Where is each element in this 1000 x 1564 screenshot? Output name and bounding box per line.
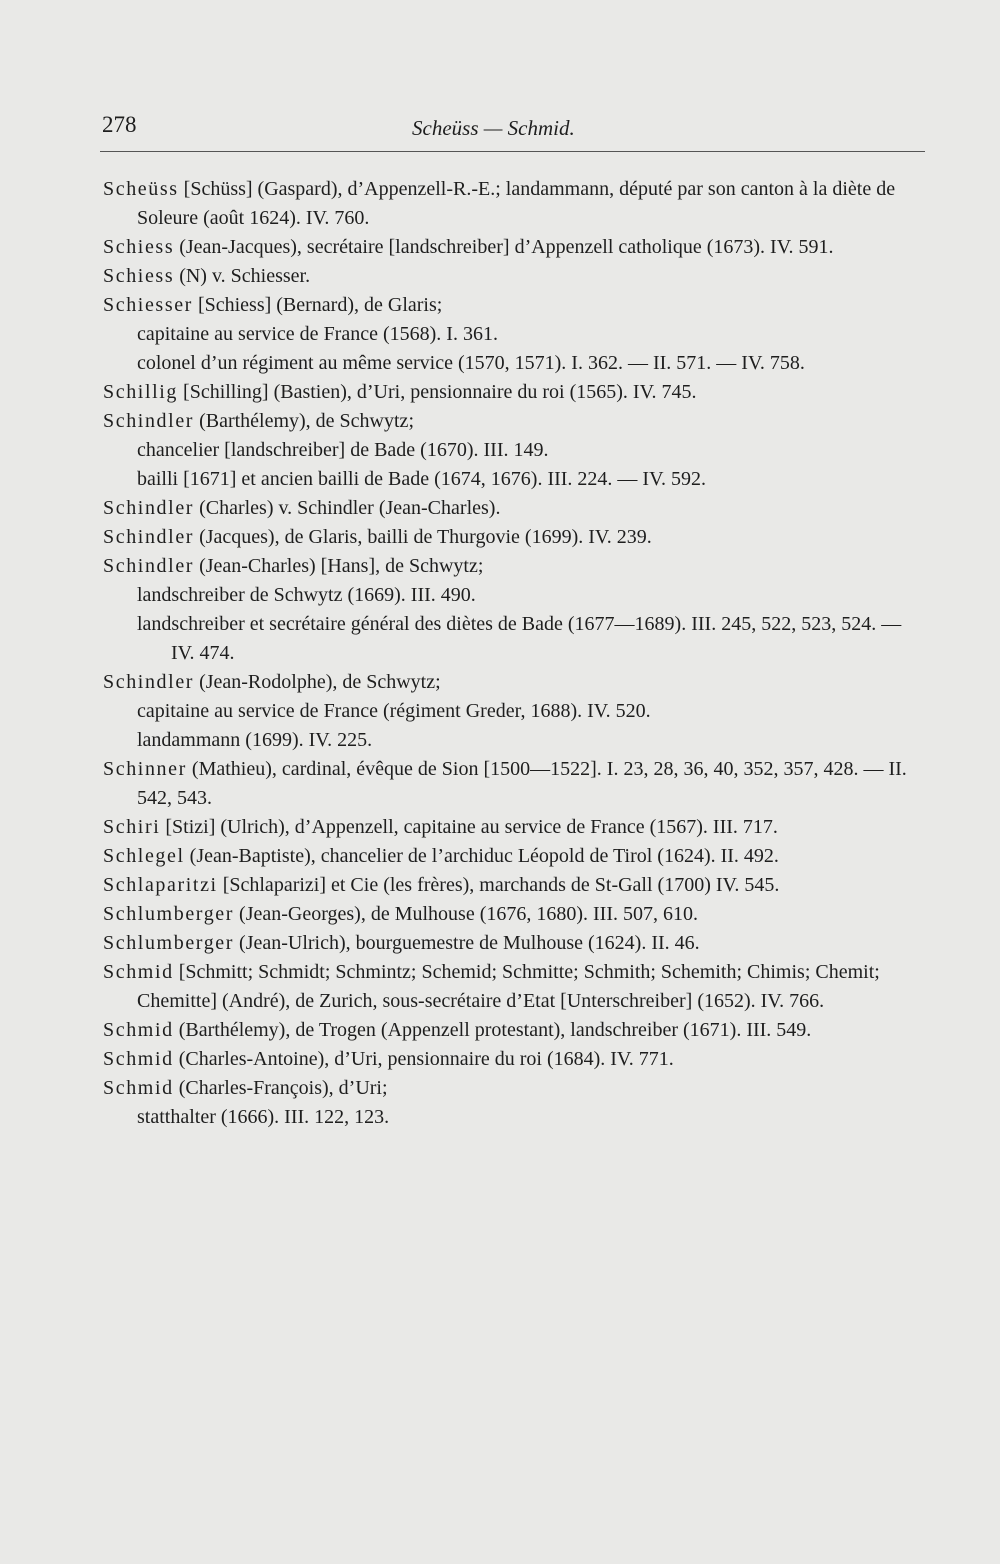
entry-main-line [103,755,928,813]
entry-headword: Schiess [103,236,175,258]
index-entry [103,900,928,929]
index-entry [103,1016,928,1045]
entry-text: (Jean-Georges), de Mulhouse (1676, 1680). III. 507, 610. [239,903,699,925]
entry-main-line [103,1016,928,1045]
entry-sub-line: chancelier [landschreiber] de Bade (1670). III. 149. [137,439,549,461]
entry-main-line [103,378,928,407]
entry-headword: Schlumberger [103,932,235,954]
index-entry [103,407,928,494]
entry-headword: Schindler [103,526,195,548]
entry-headword: Schiri [103,816,161,838]
index-entry [103,378,928,407]
entry-sub-line: landschreiber de Schwytz (1669). III. 490. [137,584,476,606]
entry-text: (Jacques), de Glaris, bailli de Thurgovie (1699). IV. 239. [199,526,652,548]
entry-text: (Jean-Jacques), secrétaire [landschreiber] d’Appenzell catholique (1673). IV. 591. [179,236,834,258]
entry-text: (Charles-Antoine), d’Uri, pensionnaire du roi (1684). IV. 771. [178,1048,674,1070]
entry-main-line [103,900,928,929]
page-number: 278 [102,112,137,137]
entry-text: (Barthélemy), de Trogen (Appenzell protestant), landschreiber (1671). III. 549. [178,1019,812,1041]
index-entry [103,262,928,291]
entry-main-line [103,842,928,871]
index-entry [103,755,928,813]
index-entry [103,1074,928,1132]
entry-headword: Schlegel [103,845,185,867]
entry-headword: Schillig [103,381,179,403]
entry-main-line [103,407,928,436]
entry-sub-line: statthalter (1666). III. 122, 123. [137,1106,390,1128]
index-entry [103,813,928,842]
entry-headword: Schlaparitzi [103,874,218,896]
entry-main-line [103,1074,928,1103]
entry-headword: Schlumberger [103,903,235,925]
entry-headword: Schiesser [103,294,193,316]
entry-main-line [103,494,928,523]
index-entry [103,494,928,523]
index-entry [103,871,928,900]
index-entry [103,233,928,262]
entry-main-line [103,1045,928,1074]
entry-main-line [103,233,928,262]
entry-text: (Charles) v. Schindler (Jean-Charles). [199,497,501,519]
index-entry [103,175,928,233]
entry-text: (Mathieu), cardinal, évêque de Sion [1500—1522]. I. 23, 28, 36, 40, 352, 357, 428. — II. 542, 543. [137,758,907,809]
running-title: Scheüss — Schmid. [412,116,575,140]
entry-headword: Schinner [103,758,187,780]
page-header [102,112,922,148]
entry-headword: Schmid [103,1077,174,1099]
entry-main-line [103,552,928,581]
entry-headword: Scheüss [103,178,179,200]
entry-sub-line: capitaine au service de France (régiment Greder, 1688). IV. 520. [137,700,651,722]
entry-main-line [103,523,928,552]
entry-headword: Schmid [103,1019,174,1041]
index-entry [103,1045,928,1074]
entry-text: [Schmitt; Schmidt; Schmintz; Schemid; Schmitte; Schmith; Schemith; Chimis; Chemit; Chemitte] (André), de Zurich, sous-secrétaire d’Etat [Unterschreiber] (1652). IV. 766. [137,961,880,1012]
entry-sub-line: landschreiber et secrétaire général des diètes de Bade (1677—1689). III. 245, 522, 523, 524. — IV. 474. [137,613,902,664]
entry-main-line [103,871,928,900]
entry-main-line [103,668,928,697]
entry-text: (Jean-Rodolphe), de Schwytz; [199,671,441,693]
entry-text: (N) v. Schiesser. [179,265,311,287]
entry-sub-line: bailli [1671] et ancien bailli de Bade (1674, 1676). III. 224. — IV. 592. [137,468,706,490]
index-entry [103,842,928,871]
entry-text: [Schilling] (Bastien), d’Uri, pensionnaire du roi (1565). IV. 745. [183,381,697,403]
entry-main-line [103,813,928,842]
entry-sub-line: landammann (1699). IV. 225. [137,729,373,751]
entry-text: (Jean-Ulrich), bourguemestre de Mulhouse (1624). II. 46. [239,932,700,954]
header-rule [100,151,925,152]
entry-headword: Schindler [103,497,195,519]
entry-text: [Stizi] (Ulrich), d’Appenzell, capitaine au service de France (1567). III. 717. [165,816,778,838]
entry-main-line [103,291,928,320]
index-entry [103,958,928,1016]
entry-text: [Schiess] (Bernard), de Glaris; [197,294,443,316]
index-entry [103,552,928,668]
entry-main-line [103,929,928,958]
entry-text: [Schlaparizi] et Cie (les frères), marchands de St-Gall (1700) IV. 545. [222,874,780,896]
entry-headword: Schmid [103,1048,174,1070]
entry-text: (Charles-François), d’Uri; [178,1077,388,1099]
index-entries [103,175,928,1132]
entry-main-line [103,958,928,1016]
entry-text: [Schüss] (Gaspard), d’Appenzell-R.-E.; landammann, député par son canton à la diète de Soleure (août 1624). IV. 760. [137,178,896,229]
entry-text: (Jean-Baptiste), chancelier de l’archiduc Léopold de Tirol (1624). II. 492. [189,845,779,867]
entry-headword: Schindler [103,555,195,577]
entry-text: (Barthélemy), de Schwytz; [199,410,414,432]
index-entry [103,291,928,378]
entry-main-line [103,262,928,291]
entry-sub-line: colonel d’un régiment au même service (1570, 1571). I. 362. — II. 571. — IV. 758. [137,352,805,374]
entry-headword: Schiess [103,265,175,287]
index-entry [103,929,928,958]
entry-headword: Schmid [103,961,174,983]
entry-text: (Jean-Charles) [Hans], de Schwytz; [199,555,484,577]
entry-sub-line: capitaine au service de France (1568). I. 361. [137,323,498,345]
index-entry [103,523,928,552]
entry-headword: Schindler [103,410,195,432]
index-entry [103,668,928,755]
entry-main-line [103,175,928,233]
entry-headword: Schindler [103,671,195,693]
